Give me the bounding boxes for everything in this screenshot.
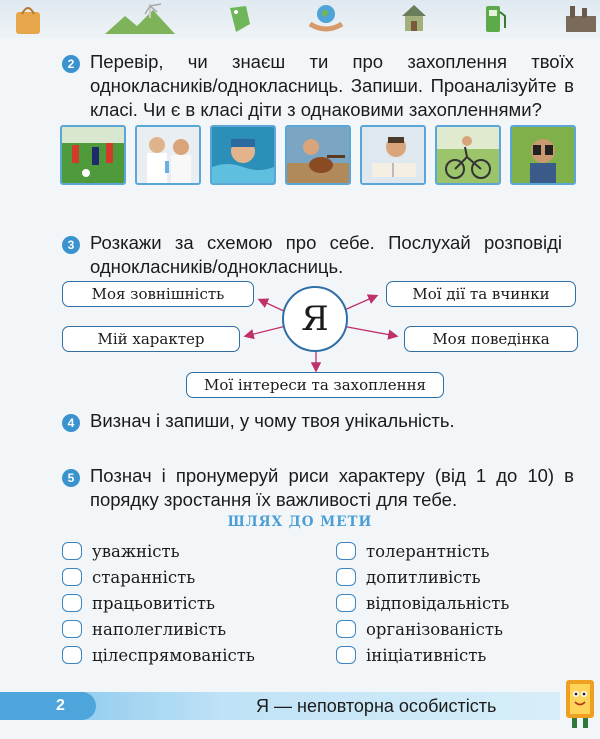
schema-box-appearance: Моя зовнішність <box>62 281 254 307</box>
top-decor-band <box>0 0 600 38</box>
task-5-number: 5 <box>62 469 80 487</box>
trait-checkbox[interactable] <box>62 646 82 664</box>
task-4 <box>62 409 562 433</box>
goal-title: ШЛЯХ ДО МЕТИ <box>227 514 373 530</box>
science-lab-photo <box>135 125 201 185</box>
landscape-icon <box>105 2 175 36</box>
shopping-bag-icon <box>8 2 48 36</box>
task-2-number: 2 <box>62 55 80 73</box>
schema-box-actions: Мої дії та вчинки <box>386 281 576 307</box>
schema-box-character: Мій характер <box>62 326 240 352</box>
task-2-text: Перевір, чи знаєш ти про захоплення твоїх однокласників/однокласниць. Запиши. Проаналізуйте в класі. Чи є в класі діти з однаковими захопленнями? <box>90 51 574 120</box>
trait-checkbox[interactable] <box>62 542 82 560</box>
trait-checkbox[interactable] <box>62 594 82 612</box>
hobby-photo-strip <box>60 125 576 187</box>
factory-icon <box>560 2 600 36</box>
task-2 <box>62 50 574 122</box>
page-number: 2 <box>0 692 96 720</box>
task-5 <box>62 464 574 512</box>
house-icon <box>400 2 428 36</box>
book-mascot-icon <box>560 672 600 734</box>
task-4-number: 4 <box>62 414 80 432</box>
trait-checkbox[interactable] <box>62 568 82 586</box>
trait-checkbox[interactable] <box>336 594 356 612</box>
task-4-text: Визнач і запиши, у чому твоя унікальність. <box>90 410 455 431</box>
fuel-pump-icon <box>480 2 510 36</box>
task-3-text: Розкажи за схемою про себе. Послухай розповіді однокласників/однокласниць. <box>90 232 562 277</box>
price-tag-icon <box>224 2 254 36</box>
trait-checkbox[interactable] <box>336 646 356 664</box>
trait-checkbox[interactable] <box>336 542 356 560</box>
trait-checkbox[interactable] <box>336 568 356 586</box>
swimming-photo <box>210 125 276 185</box>
reading-photo <box>360 125 426 185</box>
binoculars-photo <box>510 125 576 185</box>
self-schema <box>60 278 580 403</box>
guitar-photo <box>285 125 351 185</box>
cycling-photo <box>435 125 501 185</box>
globe-hands-icon <box>306 2 346 36</box>
footer-title: Я — неповторна особистість <box>256 696 497 716</box>
schema-center-self: Я <box>282 286 348 352</box>
schema-box-behavior: Моя поведінка <box>404 326 578 352</box>
trait-checkbox[interactable] <box>62 620 82 638</box>
task-5-text: Познач і пронумеруй риси характеру (від 1 до 10) в порядку зростання їх важливості для тебе. <box>90 465 574 510</box>
task-3 <box>62 231 562 279</box>
football-photo <box>60 125 126 185</box>
task-3-number: 3 <box>62 236 80 254</box>
schema-box-interests: Мої інтереси та захоплення <box>186 372 444 398</box>
trait-checkbox[interactable] <box>336 620 356 638</box>
